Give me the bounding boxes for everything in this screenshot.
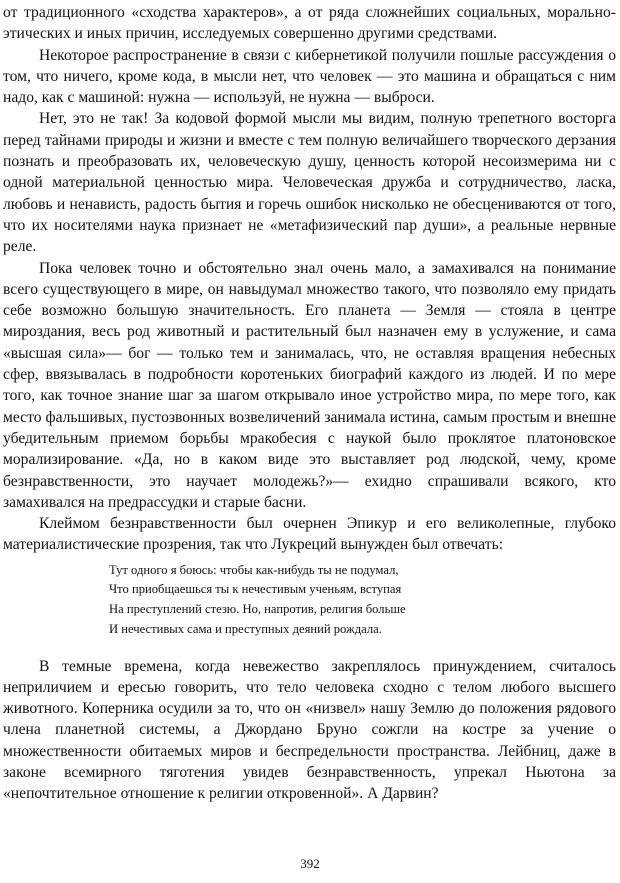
page-text xyxy=(3,2,616,805)
poem-line: Тут одного я боюсь: чтобы как-нибудь ты не подумал, xyxy=(109,562,399,577)
paragraph-human-soul: Нет, это не так! За кодовой формой мысли мы видим, полную трепетного восторга перед тайнами природы и жизни и вместе с тем полную величайшего творческого дерзания познать и преобразовать их, человеческую душу, ценность которой несоизмерима ни с одной материальной ценностью мира. Человеческая дружба и сотрудничество, ласка, любовь и ненависть, радость бытия и горечь ошибок нисколько не обесцениваются от того, что их носителями наука признает не «метафизический пар души», а реальные нервные реле. xyxy=(3,110,616,256)
paragraph-continued: от традиционного «сходства характеров», а от ряда сложнейших социальных, морально-этических и иных причин, исследуемых совершенно другими средствами. xyxy=(3,4,616,43)
poem-line: И нечестивых сама и преступных деяний рождала. xyxy=(109,621,382,636)
page-number: 392 xyxy=(300,856,320,871)
paragraph-epicurus: Клеймом безнравственности был очернен Эпикур и его великолепные, глубоко материалистические прозрения, так что Лукреций вынужден был отвечать: xyxy=(3,515,616,554)
poem-line: На преступлений стезю. Но, напротив, религия больше xyxy=(109,602,406,617)
paragraph-dark-ages: В темные времена, когда невежество закреплялось принуждением, считалось неприличием и ересью говорить, что тело человека сходно с телом любого высшего животного. Коперника осудили за то, что он «низвел» нашу Землю до положения рядового члена планетной системы, а Джордано Бруно сожгли на костре за учение о множественности обитаемых миров и беспредельности пространства. Лейбниц, даже в законе всемирного тяготения увидев безнравственность, упрекал Ньютона за «непочтительное отношение к религии откровенной». А Дарвин? xyxy=(3,657,616,803)
paragraph-moralizing: Пока человек точно и обстоятельно знал очень мало, а замахивался на понимание всего существующего в мире, он навыдумал множество такого, что позволяло ему придать себе возможно большую значительность. Его планета — Земля — стояла в центре мироздания, весь род животный и растительный был назначен ему в услужение, и сама «высшая сила»— бог — только тем и занималась, что, не оставляя вращения небесных сфер, ввязывалась в подробности коротеньких биографий каждого из людей. И по мере того, как точное знание шаг за шагом открывало иное устройство мира, по мере того, как место фальшивых, пустозвонных возвеличений занимала истина, самым простым и внешне убедительным приемом борьбы мракобесия с наукой было проклятое платоновское морализирование. «Да, но в каком виде это выставляет род людской, чему, кроме безнравственности, это научает молодежь?»— ехидно спрашивали всякого, кто замахивался на предрассудки и старые басни. xyxy=(3,259,616,511)
poem-line: Что приобщаешься ты к нечестивым ученьям, вступая xyxy=(109,582,402,597)
paragraph-cybernetics: Некоторое распространение в связи с кибернетикой получили пошлые рассуждения о том, что ничего, кроме кода, в мысли нет, что человек — это машина и обращаться с ним надо, как с машиной: нужна — используй, не нужна — выброси. xyxy=(3,46,616,107)
lucretius-quote xyxy=(109,561,616,640)
spacer xyxy=(3,640,616,656)
